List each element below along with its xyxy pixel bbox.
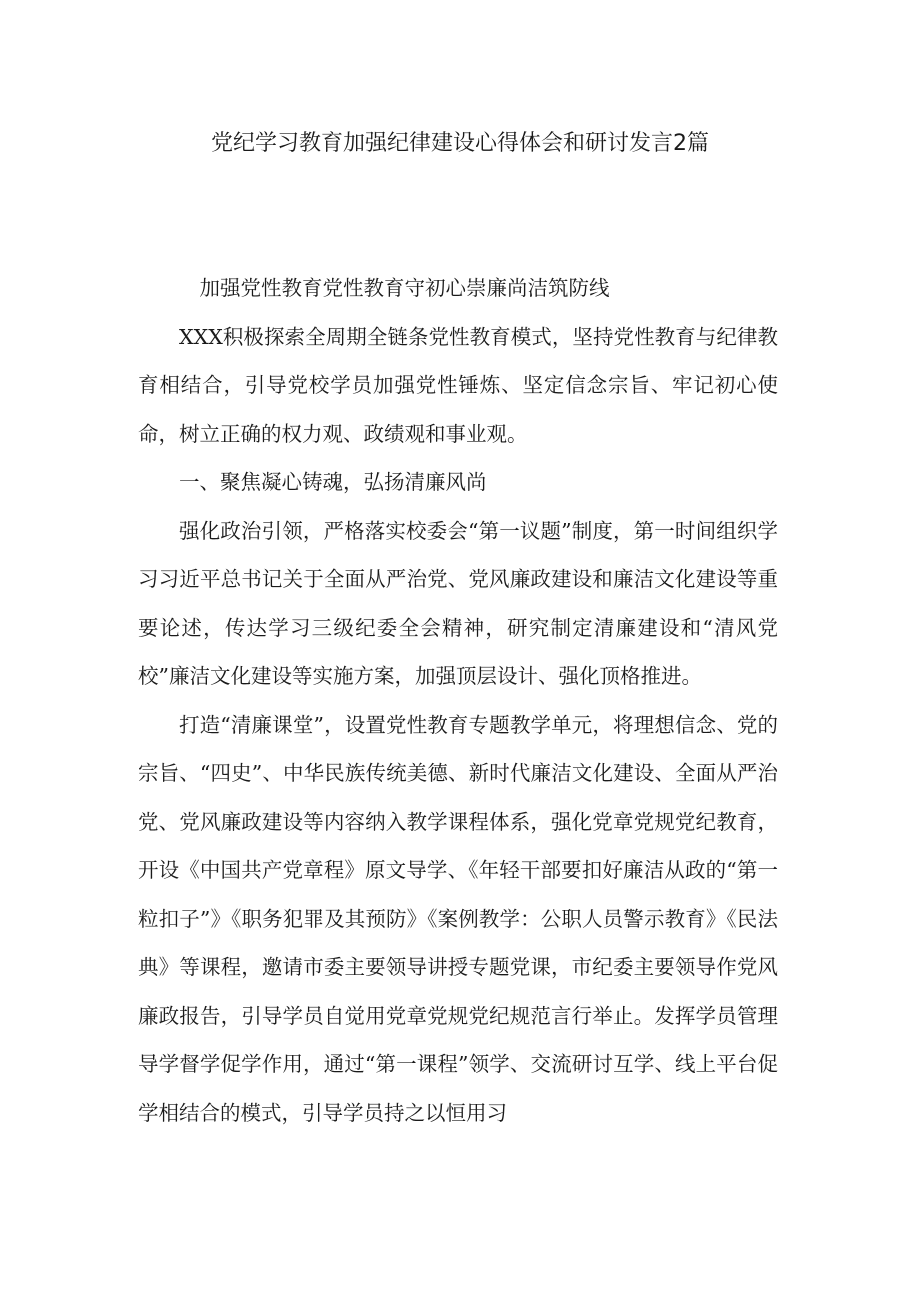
paragraph-clean-classroom: 打造“清廉课堂”，设置党性教育专题教学单元，将理想信念、党的宗旨、“四史”、中华民族传统美德、新时代廉洁文化建设、全面从严治党、党风廉政建设等内容纳入教学课程体系，强化党章党规党纪教育，开设《中国共产党章程》原文导学、《年轻干部要扣好廉洁从政的“第一粒扣子”》《职务犯罪及其预防》《案例教学：公职人员警示教育》《民法典》等课程，邀请市委主要领导讲授专题党课，市纪委主要领导作党风廉政报告，引导学员自觉用党章党规党纪规范言行举止。发挥学员管理导学督学促学作用，通过“第一课程”领学、交流研讨互学、线上平台促学相结合的模式，引导学员持之以恒用习 [138, 712, 778, 1125]
document-title: 党纪学习教育加强纪律建设心得体会和研讨发言2篇 [211, 131, 709, 156]
paragraph-political-guidance: 强化政治引领，严格落实校委会“第一议题”制度，第一时间组织学习习近平总书记关于全面从严治党、党风廉政建设和廉洁文化建设等重要论述，传达学习三级纪委全会精神，研究制定清廉建设和“清风党校”廉洁文化建设等实施方案，加强顶层设计、强化顶格推进。 [138, 518, 778, 688]
document-body [138, 264, 778, 1137]
paragraph-intro: XXX积极探索全周期全链条党性教育模式，坚持党性教育与纪律教育相结合，引导党校学员加强党性锤炼、坚定信念宗旨、牢记初心使命，树立正确的权力观、政绩观和事业观。 [138, 324, 778, 446]
section-subtitle: 加强党性教育党性教育守初心崇廉尚洁筑防线 [199, 276, 610, 300]
section-heading: 一、聚焦凝心铸魂，弘扬清廉风尚 [179, 470, 487, 494]
